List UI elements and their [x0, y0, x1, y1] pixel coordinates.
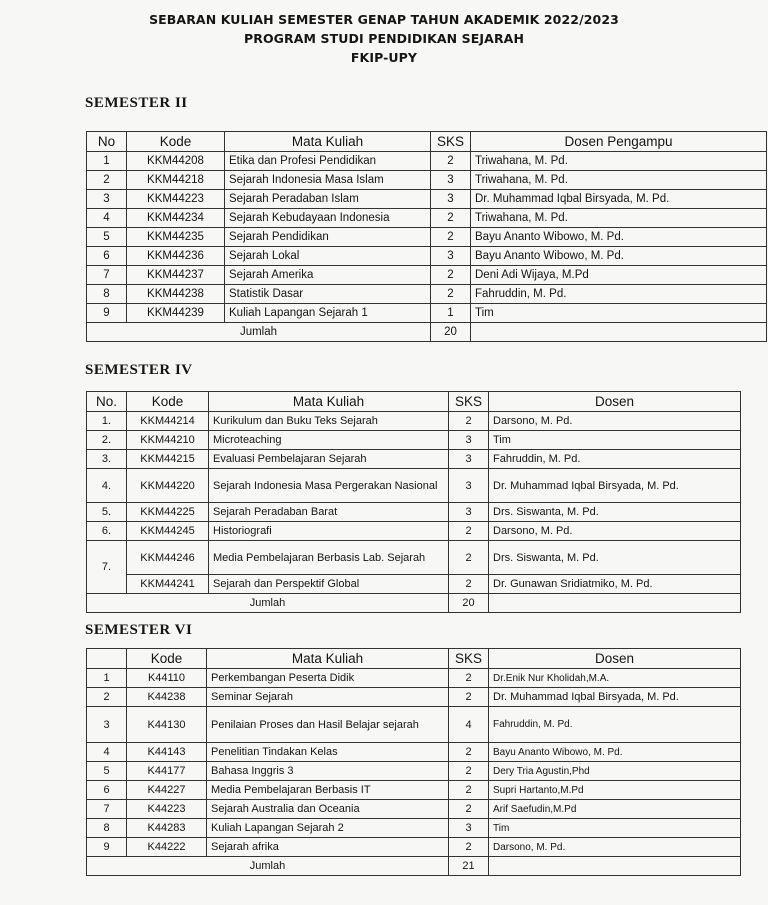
table-row: [87, 266, 767, 285]
row-no: 3: [87, 707, 127, 743]
row-sks: 2: [449, 575, 489, 594]
row-kode: K44143: [127, 743, 207, 762]
total-sks: 21: [449, 857, 489, 876]
col-dosen-header: Dosen Pengampu: [471, 132, 767, 152]
row-no: 2.: [87, 431, 127, 450]
row-no: 4: [87, 743, 127, 762]
row-mata-kuliah: Sejarah Australia dan Oceania: [207, 800, 449, 819]
row-dosen: Triwahana, M. Pd.: [471, 209, 767, 228]
table-row: [87, 762, 741, 781]
table-row: [87, 285, 767, 304]
row-kode: KKM44210: [127, 431, 209, 450]
document-title: SEBARAN KULIAH SEMESTER GENAP TAHUN AKADEMIK 2022/2023: [149, 12, 619, 27]
row-kode: K44110: [127, 669, 207, 688]
col-no-header: No: [87, 132, 127, 152]
table-row: [87, 743, 741, 762]
row-sks: 3: [431, 171, 471, 190]
row-no: 7: [87, 800, 127, 819]
row-kode: KKM44208: [127, 152, 225, 171]
row-no: 5: [87, 228, 127, 247]
row-no: 6.: [87, 522, 127, 541]
row-mata-kuliah: Etika dan Profesi Pendidikan: [225, 152, 431, 171]
row-sks: 2: [431, 266, 471, 285]
total-empty-cell: [489, 594, 741, 613]
total-row: [87, 323, 767, 342]
row-sks: 2: [431, 209, 471, 228]
row-no: 1: [87, 669, 127, 688]
row-sks: 2: [431, 228, 471, 247]
row-kode: KKM44237: [127, 266, 225, 285]
row-mata-kuliah: Sejarah Peradaban Barat: [209, 503, 449, 522]
total-label: Jumlah: [87, 857, 449, 876]
row-sks: 2: [449, 412, 489, 431]
row-sks: 2: [449, 781, 489, 800]
total-label: Jumlah: [87, 323, 431, 342]
row-kode: KKM44239: [127, 304, 225, 323]
row-mata-kuliah: Statistik Dasar: [225, 285, 431, 304]
table-row: [87, 541, 741, 575]
program-name: PROGRAM STUDI PENDIDIKAN SEJARAH: [243, 31, 525, 46]
row-sks: 2: [449, 541, 489, 575]
row-sks: 2: [449, 688, 489, 707]
total-row: [87, 594, 741, 613]
row-sks: 2: [449, 800, 489, 819]
row-no: 7.: [87, 541, 127, 594]
row-kode: K44238: [127, 688, 207, 707]
row-dosen: Tim: [489, 431, 741, 450]
table-row: [87, 838, 741, 857]
total-empty-cell: [471, 323, 767, 342]
col-sks-header: SKS: [449, 392, 489, 412]
row-sks: 1: [431, 304, 471, 323]
row-dosen: Drs. Siswanta, M. Pd.: [489, 541, 741, 575]
row-kode: K44223: [127, 800, 207, 819]
row-kode: KKM44215: [127, 450, 209, 469]
row-dosen: Dr. Muhammad Iqbal Birsyada, M. Pd.: [471, 190, 767, 209]
row-no: 6: [87, 247, 127, 266]
row-kode: KKM44218: [127, 171, 225, 190]
table-row: [87, 819, 741, 838]
row-sks: 2: [431, 152, 471, 171]
row-sks: 4: [449, 707, 489, 743]
row-no: 7: [87, 266, 127, 285]
row-mata-kuliah: Bahasa Inggris 3: [207, 762, 449, 781]
row-kode: K44130: [127, 707, 207, 743]
total-sks: 20: [449, 594, 489, 613]
row-sks: 3: [449, 469, 489, 503]
table-row: [87, 209, 767, 228]
row-no: 1: [87, 152, 127, 171]
row-mata-kuliah: Evaluasi Pembelajaran Sejarah: [209, 450, 449, 469]
row-sks: 3: [449, 819, 489, 838]
row-mata-kuliah: Kuliah Lapangan Sejarah 1: [225, 304, 431, 323]
row-sks: 2: [449, 522, 489, 541]
row-mata-kuliah: Media Pembelajaran Berbasis Lab. Sejarah: [209, 541, 449, 575]
table-row: [87, 781, 741, 800]
table-header-row: [87, 392, 741, 412]
row-kode: KKM44220: [127, 469, 209, 503]
row-sks: 2: [449, 838, 489, 857]
row-dosen: Darsono, M. Pd.: [489, 412, 741, 431]
total-sks: 20: [431, 323, 471, 342]
row-kode: KKM44234: [127, 209, 225, 228]
row-no: 3: [87, 190, 127, 209]
table-header-row: [87, 649, 741, 669]
row-mata-kuliah: Kuliah Lapangan Sejarah 2: [207, 819, 449, 838]
row-no: 5.: [87, 503, 127, 522]
row-sks: 3: [431, 247, 471, 266]
col-no-header: No.: [87, 392, 127, 412]
table-row: [87, 575, 741, 594]
row-sks: 2: [449, 762, 489, 781]
row-no: 2: [87, 688, 127, 707]
row-sks: 3: [431, 190, 471, 209]
row-sks: 3: [449, 450, 489, 469]
table-row: [87, 800, 741, 819]
row-dosen: Bayu Ananto Wibowo, M. Pd.: [489, 743, 741, 762]
row-kode: KKM44225: [127, 503, 209, 522]
row-dosen: Fahruddin, M. Pd.: [471, 285, 767, 304]
table-row: [87, 304, 767, 323]
row-no: 9: [87, 304, 127, 323]
col-sks-header: SKS: [431, 132, 471, 152]
semester-2-table: [86, 131, 767, 342]
row-dosen: Drs. Siswanta, M. Pd.: [489, 503, 741, 522]
row-no: 3.: [87, 450, 127, 469]
col-no-header: [87, 649, 127, 669]
table-row: [87, 152, 767, 171]
table-row: [87, 707, 741, 743]
row-mata-kuliah: Perkembangan Peserta Didik: [207, 669, 449, 688]
row-no: 8: [87, 285, 127, 304]
row-kode: KKM44246: [127, 541, 209, 575]
row-kode: KKM44214: [127, 412, 209, 431]
row-mata-kuliah: Sejarah Amerika: [225, 266, 431, 285]
row-kode: KKM44235: [127, 228, 225, 247]
row-mata-kuliah: Seminar Sejarah: [207, 688, 449, 707]
row-no: 6: [87, 781, 127, 800]
total-label: Jumlah: [87, 594, 449, 613]
col-kode-header: Kode: [127, 132, 225, 152]
row-kode: KKM44236: [127, 247, 225, 266]
row-dosen: Triwahana, M. Pd.: [471, 152, 767, 171]
row-dosen: Dr. Gunawan Sridiatmiko, M. Pd.: [489, 575, 741, 594]
row-dosen: Darsono, M. Pd.: [489, 522, 741, 541]
table-row: [87, 190, 767, 209]
row-mata-kuliah: Microteaching: [209, 431, 449, 450]
row-mata-kuliah: Kurikulum dan Buku Teks Sejarah: [209, 412, 449, 431]
table-row: [87, 412, 741, 431]
row-dosen: Triwahana, M. Pd.: [471, 171, 767, 190]
semester-4-title: SEMESTER IV: [85, 362, 193, 378]
row-mata-kuliah: Media Pembelajaran Berbasis IT: [207, 781, 449, 800]
row-kode: KKM44238: [127, 285, 225, 304]
row-kode: KKM44223: [127, 190, 225, 209]
table-row: [87, 669, 741, 688]
row-mata-kuliah: Sejarah Peradaban Islam: [225, 190, 431, 209]
row-mata-kuliah: Sejarah Lokal: [225, 247, 431, 266]
row-kode: K44177: [127, 762, 207, 781]
row-dosen: Dr.Enik Nur Kholidah,M.A.: [489, 669, 741, 688]
total-empty-cell: [489, 857, 741, 876]
row-no: 1.: [87, 412, 127, 431]
table-row: [87, 469, 741, 503]
row-no: 2: [87, 171, 127, 190]
table-row: [87, 171, 767, 190]
semester-4-table: [86, 391, 741, 613]
row-dosen: Dr. Muhammad Iqbal Birsyada, M. Pd.: [489, 469, 741, 503]
row-sks: 2: [449, 669, 489, 688]
semester-6-table: [86, 648, 741, 876]
col-mata-kuliah-header: Mata Kuliah: [225, 132, 431, 152]
col-kode-header: Kode: [127, 392, 209, 412]
row-dosen: Dery Tria Agustin,Phd: [489, 762, 741, 781]
table-row: [87, 431, 741, 450]
col-dosen-header: Dosen: [489, 392, 741, 412]
row-no: 8: [87, 819, 127, 838]
table-row: [87, 247, 767, 266]
row-mata-kuliah: Penilaian Proses dan Hasil Belajar sejarah: [207, 707, 449, 743]
col-dosen-header: Dosen: [489, 649, 741, 669]
row-dosen: Bayu Ananto Wibowo, M. Pd.: [471, 228, 767, 247]
row-kode: K44227: [127, 781, 207, 800]
row-mata-kuliah: Sejarah Pendidikan: [225, 228, 431, 247]
table-header-row: [87, 132, 767, 152]
row-dosen: Bayu Ananto Wibowo, M. Pd.: [471, 247, 767, 266]
row-kode: K44283: [127, 819, 207, 838]
row-sks: 3: [449, 503, 489, 522]
table-row: [87, 228, 767, 247]
row-dosen: Darsono, M. Pd.: [489, 838, 741, 857]
table-row: [87, 522, 741, 541]
table-row: [87, 688, 741, 707]
semester-6-title: SEMESTER VI: [85, 622, 193, 638]
total-row: [87, 857, 741, 876]
row-mata-kuliah: Sejarah afrika: [207, 838, 449, 857]
row-dosen: Deni Adi Wijaya, M.Pd: [471, 266, 767, 285]
col-mata-kuliah-header: Mata Kuliah: [209, 392, 449, 412]
table-row: [87, 450, 741, 469]
row-sks: 3: [449, 431, 489, 450]
row-dosen: Supri Hartanto,M.Pd: [489, 781, 741, 800]
row-dosen: Fahruddin, M. Pd.: [489, 707, 741, 743]
row-dosen: Arif Saefudin,M.Pd: [489, 800, 741, 819]
semester-2-title: SEMESTER II: [85, 95, 188, 111]
row-no: 4: [87, 209, 127, 228]
faculty-name: FKIP-UPY: [350, 50, 418, 65]
row-sks: 2: [449, 743, 489, 762]
col-sks-header: SKS: [449, 649, 489, 669]
col-kode-header: Kode: [127, 649, 207, 669]
row-sks: 2: [431, 285, 471, 304]
row-dosen: Dr. Muhammad Iqbal Birsyada, M. Pd.: [489, 688, 741, 707]
row-no: 4.: [87, 469, 127, 503]
row-mata-kuliah: Sejarah Indonesia Masa Pergerakan Nasional: [209, 469, 449, 503]
row-mata-kuliah: Historiografi: [209, 522, 449, 541]
col-mata-kuliah-header: Mata Kuliah: [207, 649, 449, 669]
row-dosen: Tim: [489, 819, 741, 838]
row-kode: KKM44241: [127, 575, 209, 594]
document-header: [0, 10, 768, 67]
row-mata-kuliah: Penelitian Tindakan Kelas: [207, 743, 449, 762]
row-no: 9: [87, 838, 127, 857]
row-dosen: Fahruddin, M. Pd.: [489, 450, 741, 469]
row-mata-kuliah: Sejarah Indonesia Masa Islam: [225, 171, 431, 190]
row-mata-kuliah: Sejarah Kebudayaan Indonesia: [225, 209, 431, 228]
row-mata-kuliah: Sejarah dan Perspektif Global: [209, 575, 449, 594]
row-dosen: Tim: [471, 304, 767, 323]
row-kode: K44222: [127, 838, 207, 857]
row-kode: KKM44245: [127, 522, 209, 541]
table-row: [87, 503, 741, 522]
row-no: 5: [87, 762, 127, 781]
